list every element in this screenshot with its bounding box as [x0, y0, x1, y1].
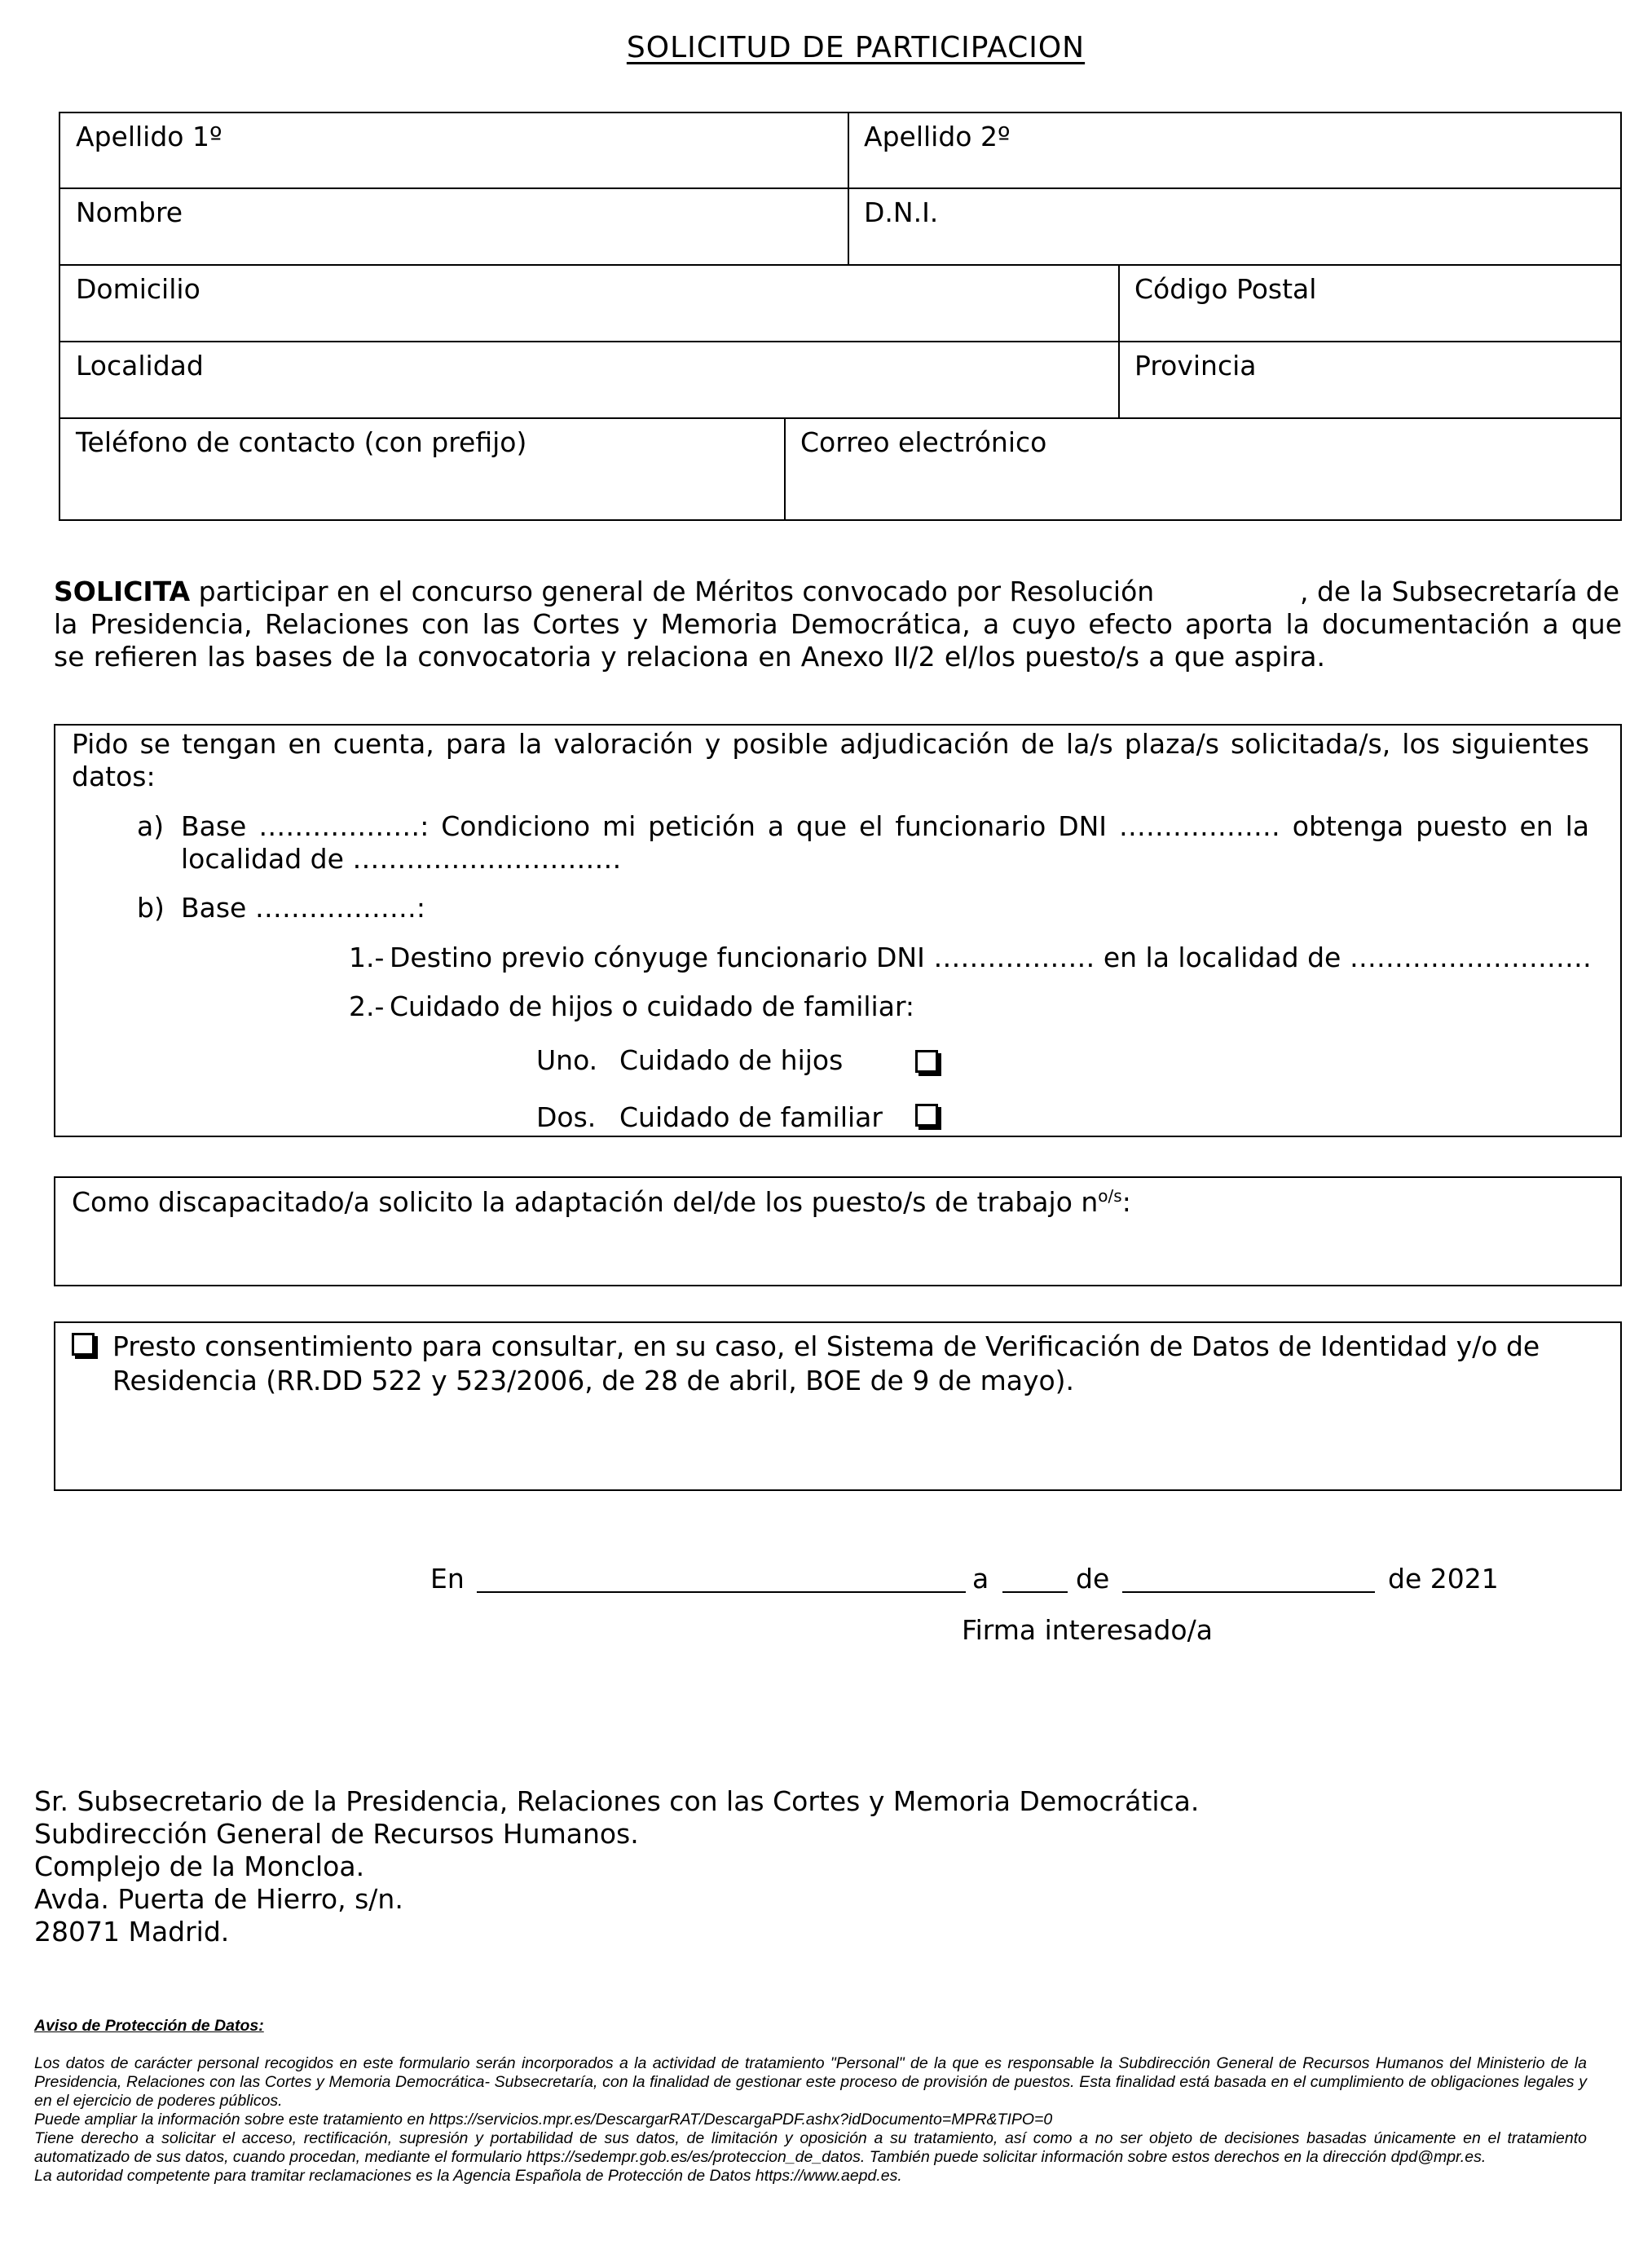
item2-number: 2.-: [349, 990, 385, 1022]
form-col-divider: [848, 112, 849, 264]
telefono-field[interactable]: Teléfono de contacto (con prefijo): [76, 426, 527, 458]
cuidado-familiar-checkbox[interactable]: [915, 1104, 938, 1132]
privacy-paragraph: Tiene derecho a solicitar el acceso, rectificación, supresión y portabilidad de sus datos, de limitación y oposición a su tratamiento, así como a no ser objeto de decisiones basadas únicamente en el tratamiento automatizado de sus datos, cuando procedan, mediante el formulario https://sedempr.gob.es/es/proteccion_de_datos. También puede solicitar información sobre estos derechos en la dirección dpd@mpr.es.: [34, 2129, 1587, 2166]
option-a-text[interactable]: Base ………………: Condiciono mi petición a que el funcionario DNI ……………… obtenga puesto en la: [181, 810, 1589, 842]
option-a-text[interactable]: localidad de …………………………: [181, 843, 622, 875]
option-b-text[interactable]: Base ………………:: [181, 892, 425, 924]
place-field[interactable]: [477, 1591, 966, 1593]
pido-box: [54, 724, 1622, 1137]
consentimiento-checkbox[interactable]: [72, 1333, 95, 1361]
cuidado-hijos-label: Cuidado de hijos: [619, 1044, 844, 1076]
cuidado-hijos-checkbox[interactable]: [915, 1050, 938, 1078]
provincia-field[interactable]: Provincia: [1134, 350, 1257, 382]
en-label: En: [430, 1563, 465, 1595]
address-line: Avda. Puerta de Hierro, s/n.: [34, 1883, 403, 1915]
dos-label: Dos.: [536, 1101, 597, 1133]
form-border: [59, 112, 1622, 521]
item1-number: 1.-: [349, 942, 385, 973]
firma-label: Firma interesado/a: [962, 1614, 1213, 1646]
privacy-paragraph: Puede ampliar la información sobre este tratamiento en https://servicios.mpr.es/DescargarRAT/DescargaPDF.ashx?idDocumento=MPR&TIPO=0: [34, 2111, 1053, 2128]
cuidado-familiar-label: Cuidado de familiar: [619, 1101, 883, 1133]
form-row-divider: [59, 341, 1622, 342]
recipient-address: [34, 1785, 1199, 1948]
codigo-postal-field[interactable]: Código Postal: [1134, 273, 1317, 305]
discapacidad-label: Como discapacitado/a solicito la adaptación del/de los puesto/s de trabajo n: [72, 1186, 1099, 1218]
apellido2-field[interactable]: Apellido 2º: [864, 121, 1011, 152]
uno-label: Uno.: [536, 1044, 598, 1076]
correo-field[interactable]: Correo electrónico: [800, 426, 1047, 458]
discapacidad-text: [72, 1180, 1131, 1219]
apellido1-field[interactable]: Apellido 1º: [76, 121, 222, 152]
address-line: Subdirección General de Recursos Humanos.: [34, 1818, 639, 1850]
privacy-heading: Aviso de Protección de Datos:: [34, 2017, 264, 2035]
discapacidad-sup: o/s: [1098, 1186, 1122, 1206]
localidad-field[interactable]: Localidad: [76, 350, 204, 382]
item1-text[interactable]: Destino previo cónyuge funcionario DNI ……………… en la localidad de ………………………: [390, 942, 1592, 973]
discapacidad-box[interactable]: [54, 1176, 1622, 1286]
de-label: de: [1076, 1563, 1110, 1595]
solicita-text: , de la Subsecretaría de: [1300, 576, 1620, 607]
solicita-text: participar en el concurso general de Méritos convocado por Resolución: [198, 576, 1155, 607]
month-field[interactable]: [1122, 1591, 1375, 1593]
discapacidad-colon: :: [1121, 1186, 1131, 1218]
a-label: a: [972, 1563, 989, 1595]
item2-text: Cuidado de hijos o cuidado de familiar:: [390, 990, 915, 1022]
solicita-text: la Presidencia, Relaciones con las Cortes y Memoria Democrática, a cuyo efecto aporta la documentación a que: [54, 608, 1622, 640]
consentimiento-box: [54, 1321, 1622, 1491]
year-label: de 2021: [1388, 1563, 1499, 1595]
option-b-marker: b): [137, 892, 165, 924]
dni-field[interactable]: D.N.I.: [864, 196, 939, 228]
form-row-divider: [59, 417, 1622, 419]
address-line: Sr. Subsecretario de la Presidencia, Relaciones con las Cortes y Memoria Democrática.: [34, 1785, 1200, 1817]
pido-text: Pido se tengan en cuenta, para la valoración y posible adjudicación de la/s plaza/s solicitada/s, los siguientes: [72, 728, 1589, 760]
address-line: Complejo de la Moncloa.: [34, 1851, 365, 1882]
option-a-marker: a): [137, 810, 165, 842]
privacy-paragraph: Los datos de carácter personal recogidos en este formulario serán incorporados a la actividad de tratamiento "Personal" de la que es responsable la Subdirección General de Recursos Humanos del Ministerio de la Presidencia, Relaciones con las Cortes y Memoria Democrática- Subsecretaría, con la finalidad de gestionar este proceso de provisión de puestos. Esta finalidad está basada en el cumplimiento de obligaciones legales y en el ejercicio de poderes públicos.: [34, 2054, 1587, 2110]
address-line: 28071 Madrid.: [34, 1916, 230, 1948]
consentimiento-text: Presto consentimiento para consultar, en su caso, el Sistema de Verificación de Datos de Identidad y/o de: [112, 1330, 1540, 1362]
solicita-bold: SOLICITA: [54, 576, 191, 607]
domicilio-field[interactable]: Domicilio: [76, 273, 200, 305]
page-title: SOLICITUD DE PARTICIPACION: [626, 31, 1086, 64]
form-col-divider: [1118, 264, 1120, 418]
consentimiento-text: Residencia (RR.DD 522 y 523/2006, de 28 de abril, BOE de 9 de mayo).: [112, 1365, 1075, 1396]
form-row-divider: [59, 187, 1622, 189]
nombre-field[interactable]: Nombre: [76, 196, 183, 228]
privacy-notice: [34, 2054, 1587, 2186]
privacy-paragraph: La autoridad competente para tramitar reclamaciones es la Agencia Española de Protección de Datos https://www.aepd.es.: [34, 2167, 902, 2185]
form-col-divider: [784, 417, 786, 521]
pido-text: datos:: [72, 761, 156, 792]
solicita-text: se refieren las bases de la convocatoria y relaciona en Anexo II/2 el/los puesto/s a que aspira.: [54, 641, 1325, 673]
day-field[interactable]: [1002, 1591, 1068, 1593]
form-row-divider: [59, 264, 1622, 266]
